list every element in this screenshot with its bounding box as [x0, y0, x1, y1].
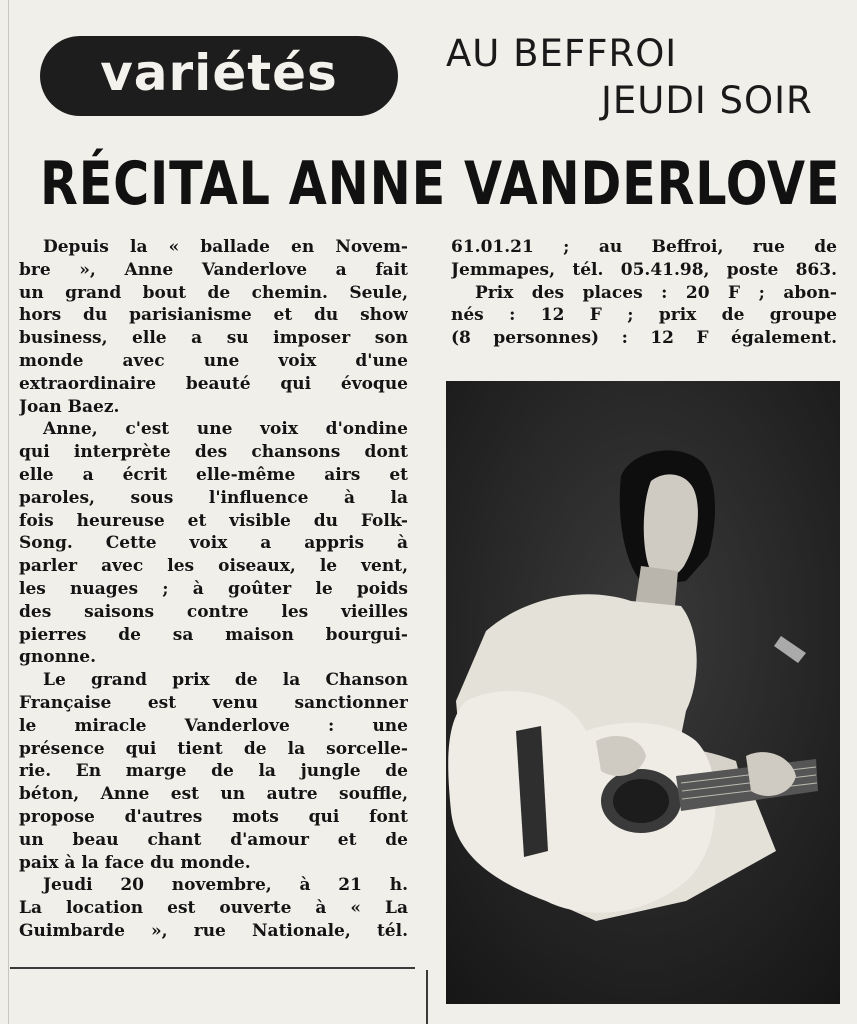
text-line: Joan Baez. [19, 396, 120, 417]
text-line: hors du parisianisme et du show [19, 305, 408, 326]
article-column-1 [19, 236, 408, 943]
text-line: les nuages ; à goûter le poids [19, 578, 408, 599]
text-line: fois heureuse et visible du Folk- [19, 510, 408, 531]
article-column-2 [451, 236, 837, 350]
kicker-line-2: JEUDI SOIR [601, 79, 813, 122]
text-line: (8 personnes) : 12 F également. [451, 328, 837, 349]
section-label: variétés [100, 44, 338, 102]
text-line: le miracle Vanderlove : une [19, 715, 408, 736]
left-edge-line [8, 0, 9, 1024]
photo-illustration [446, 381, 840, 1004]
text-line: paix à la face du monde. [19, 852, 251, 873]
text-line: elle a écrit elle-même airs et [19, 464, 408, 485]
text-line: Jeudi 20 novembre, à 21 h. [43, 875, 408, 896]
column-rule-horizontal [10, 967, 415, 969]
text-line: un grand bout de chemin. Seule, [19, 282, 408, 303]
text-line: bre », Anne Vanderlove a fait [19, 259, 408, 280]
text-line: pierres de sa maison bourgui- [19, 624, 408, 645]
text-line: un beau chant d'amour et de [19, 829, 408, 850]
text-line: La location est ouverte à « La [19, 898, 408, 919]
text-line: paroles, sous l'influence à la [19, 487, 408, 508]
text-line: Depuis la « ballade en Novem- [43, 237, 408, 257]
text-line: 61.01.21 ; au Beffroi, rue de [451, 237, 837, 257]
text-line: monde avec une voix d'une [19, 350, 408, 371]
text-line: rie. En marge de la jungle de [19, 761, 408, 782]
text-line: gnonne. [19, 647, 97, 668]
text-line: extraordinaire beauté qui évoque [19, 373, 408, 394]
text-line: nés : 12 F ; prix de groupe [451, 305, 837, 326]
text-line: propose d'autres mots qui font [19, 806, 408, 827]
column-rule-vertical [426, 970, 428, 1024]
text-line: Song. Cette voix a appris à [19, 533, 408, 554]
text-line: business, elle a su imposer son [19, 328, 408, 349]
text-line: Jemmapes, tél. 05.41.98, poste 863. [451, 259, 837, 280]
text-line: Prix des places : 20 F ; abon- [475, 282, 837, 303]
text-line: Française est venu sanctionner [19, 692, 408, 713]
text-line: Le grand prix de la Chanson [43, 670, 408, 691]
text-line: Anne, c'est une voix d'ondine [43, 419, 408, 440]
section-label-badge [40, 36, 398, 116]
headline: RÉCITAL ANNE VANDERLOVE [40, 149, 841, 219]
text-line: des saisons contre les vieilles [19, 601, 408, 622]
text-line: qui interprète des chansons dont [19, 442, 408, 463]
text-line: présence qui tient de la sorcelle- [19, 738, 408, 759]
text-line: parler avec les oiseaux, le vent, [19, 556, 408, 577]
singer-with-guitar-photo [446, 381, 840, 1004]
kicker-line-1: AU BEFFROI [446, 32, 678, 75]
text-line: béton, Anne est un autre souffle, [19, 784, 408, 805]
text-line: Guimbarde », rue Nationale, tél. [19, 920, 408, 941]
